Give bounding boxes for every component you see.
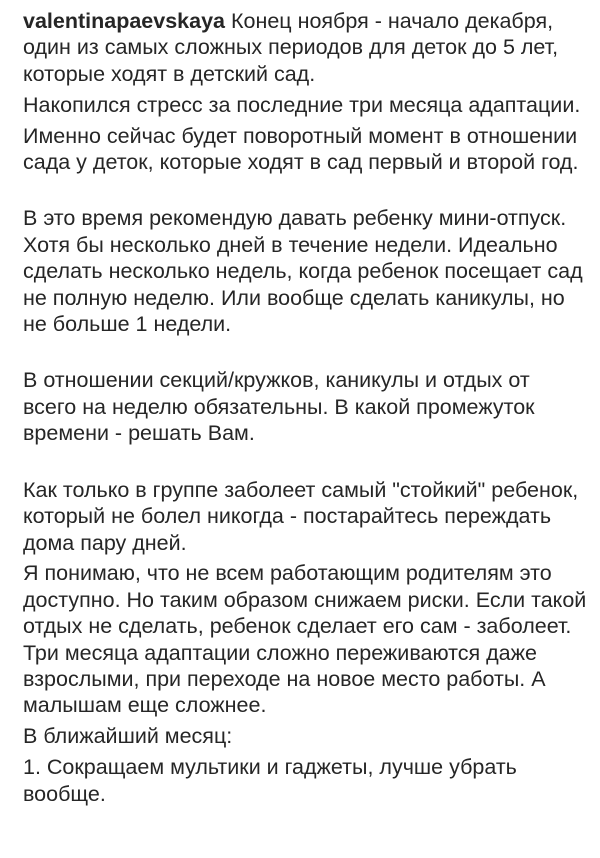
caption-paragraph-4: В это время рекомендую давать ребенку мини-отпуск. Хотя бы несколько дней в течение недели. Идеально сделать несколько недель, когда ребенок посещает сад не полную неделю. Или вообще сделать каникулы, но не больше 1 недели. [23,206,583,337]
username-link[interactable]: valentinapaevskaya [23,9,225,33]
caption-text: Конец ноября - начало декабря, один из самых сложных периодов для деток до 5 лет, которые ходят в детский сад. [23,9,559,86]
caption-paragraph-8: В ближайший месяц: [23,724,233,749]
caption-paragraph-5: В отношении секций/кружков, каникулы и отдых от всего на неделю обязательны. В какой промежуток времени - решать Вам. [23,368,535,446]
caption-paragraph-7: Я понимаю, что не всем работающим родителям это доступно. Но таким образом снижаем риски. Если такой отдых не сделать, ребенок сделает его сам - заболеет. Три месяца адаптации сложно переживаются даже взрослыми, при переходе на новое место работы. А малышам еще сложнее. [23,561,587,718]
caption-paragraph-2: Накопился стресс за последние три месяца адаптации. [23,92,581,117]
caption-paragraph-3: Именно сейчас будет поворотный момент в отношении сада у деток, которые ходят в сад первый и второй год. [23,123,579,175]
caption-paragraph-9: 1. Сокращаем мультики и гаджеты, лучше убрать вообще. [23,755,517,806]
caption-paragraph-1 [23,8,588,87]
caption-paragraph-6: Как только в группе заболеет самый "стойкий" ребенок, который не болел никогда - постарайтесь переждать дома пару дней. [23,477,579,555]
